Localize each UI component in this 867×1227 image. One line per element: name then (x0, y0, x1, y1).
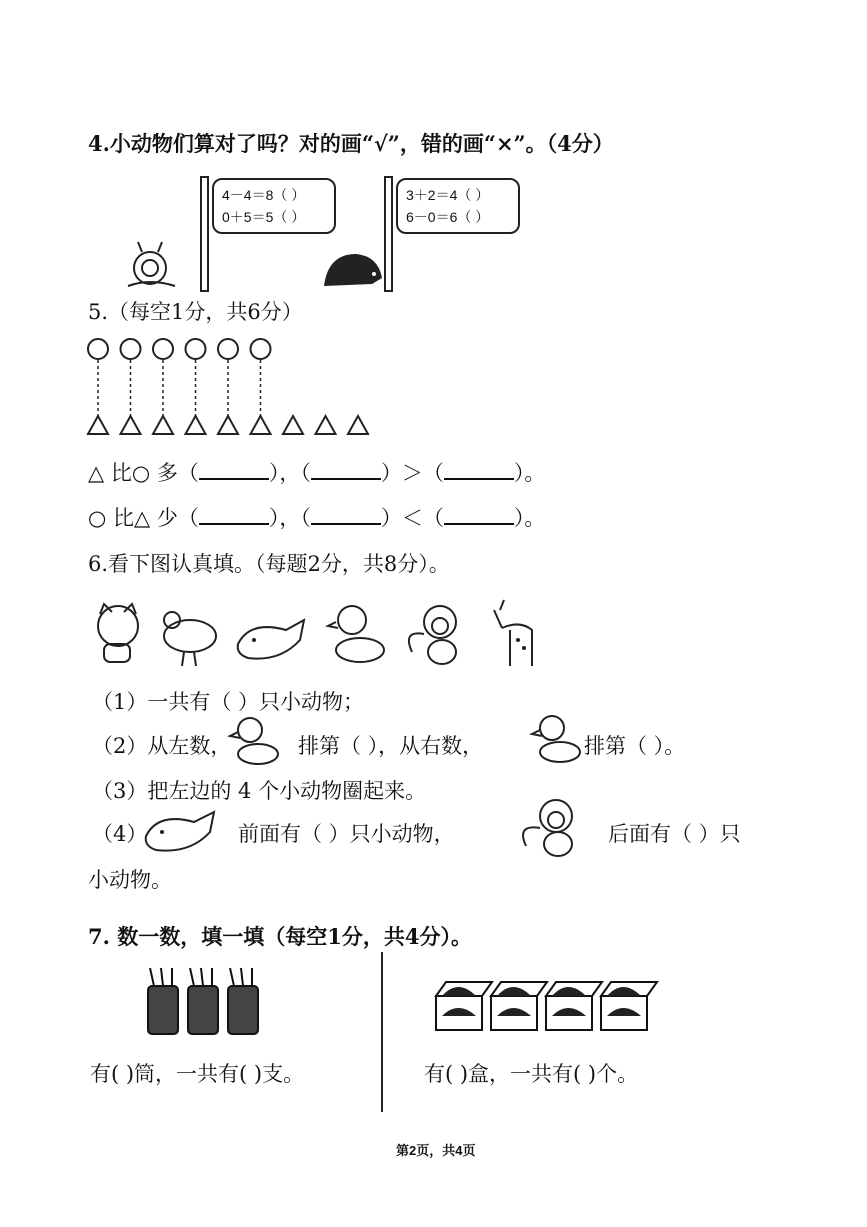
q5-title: 5.（每空1分，共6分） (88, 300, 303, 324)
triangle-shape (186, 416, 206, 434)
animal-row (90, 600, 550, 670)
q5-line2-text: ），（ (268, 506, 311, 530)
triangle-shape (316, 416, 336, 434)
answer-blank[interactable] (311, 505, 381, 525)
q6-s2-text: （2）从左数， (92, 734, 232, 758)
triangle-shape (121, 416, 141, 434)
duck-icon (328, 606, 384, 662)
q6-s4a: （4） (92, 822, 148, 846)
q6-s4d: 小动物。 (88, 868, 172, 892)
duck-icon (228, 714, 280, 766)
circle-shape (186, 339, 206, 359)
q5-line2-text: ）。 (513, 506, 546, 530)
q5-line2 (88, 502, 545, 532)
q5-line2-text: ○ 比 (88, 506, 134, 530)
q5-line2-text: ）＜（ (380, 506, 444, 530)
answer-blank[interactable] (199, 505, 269, 525)
page-footer: 第2页，共4页 (396, 1143, 476, 1158)
sign-pole-left (200, 176, 209, 292)
answer-blank[interactable] (444, 460, 514, 480)
triangle-shape (251, 416, 271, 434)
pencil (190, 968, 194, 986)
pencil (161, 968, 163, 986)
q5-line2-text: △ 少（ (134, 506, 199, 530)
circles-triangles-figure (86, 336, 376, 446)
q7-left-text: 有( )筒，一共有( )支。 (90, 1062, 305, 1086)
triangle-shape (348, 416, 368, 434)
q7-title: 7. 数一数，填一填（每空1分，共4分）。 (88, 924, 472, 949)
snail-illustration (120, 238, 180, 293)
answer-blank[interactable] (199, 460, 269, 480)
q5-line1-text: △ 比 (88, 461, 132, 485)
circle-shape (251, 339, 271, 359)
q5-line1 (88, 457, 545, 487)
pencil-cup (188, 986, 218, 1034)
answer-blank[interactable] (444, 505, 514, 525)
q7-right-text: 有( )盒，一共有( )个。 (424, 1062, 639, 1086)
q5-line1-text: ）。 (513, 461, 546, 485)
triangle-shape (88, 416, 108, 434)
boxes-figure (434, 974, 660, 1034)
circle-shape (88, 339, 108, 359)
sign-left-line: 4－4＝8（ ） (222, 187, 306, 203)
q4-title: 4.小动物们算对了吗？对的画“√”，错的画“×”。（4分） (88, 131, 614, 156)
sign-left-line: 0＋5＝5（ ） (222, 209, 306, 225)
q6-s4b: 前面有（ ）只小动物， (238, 822, 455, 846)
monkey-icon (512, 796, 584, 860)
pencil-cup (228, 986, 258, 1034)
triangle-shape (153, 416, 173, 434)
pencil-cups-figure (140, 966, 270, 1038)
q5-line1-text: ○ 多（ (131, 461, 199, 485)
whale-icon (142, 806, 226, 856)
pencil (241, 968, 243, 986)
monkey-icon (409, 606, 456, 664)
q6-s3: （3）把左边的 4 个小动物圈起来。 (92, 779, 427, 803)
circle-shape (153, 339, 173, 359)
hedgehog-illustration (320, 248, 384, 290)
q6-s4c: 后面有（ ）只 (608, 822, 741, 846)
whale-icon (238, 620, 304, 659)
hen-icon (164, 612, 216, 666)
circle-shape (121, 339, 141, 359)
circle-shape (218, 339, 238, 359)
q5-line1-text: ），（ (268, 461, 311, 485)
divider (381, 952, 383, 1112)
sign-left (212, 178, 336, 234)
duck-icon (530, 712, 582, 764)
q6-s2b: 排第（ ），从右数， (298, 734, 484, 758)
triangle-shape (283, 416, 303, 434)
q6-title: 6.看下图认真填。（每题2分，共8分）。 (88, 552, 450, 576)
pencil (230, 968, 234, 986)
triangle-shape (218, 416, 238, 434)
deer-icon (494, 600, 532, 666)
q5-line1-text: ）＞（ (380, 461, 444, 485)
q6-s2 (92, 730, 231, 760)
pencil-cup (148, 986, 178, 1034)
pencil (201, 968, 203, 986)
pencil (150, 968, 154, 986)
kitty-icon (98, 604, 138, 662)
q6-s2c: 排第（ ）。 (584, 734, 686, 758)
q6-s1: （1）一共有（ ）只小动物； (92, 690, 365, 714)
sign-right (396, 178, 520, 234)
answer-blank[interactable] (311, 460, 381, 480)
sign-right-line: 6－0＝6（ ） (406, 209, 490, 225)
sign-right-line: 3＋2＝4（ ） (406, 187, 490, 203)
sign-pole-right (384, 176, 393, 292)
